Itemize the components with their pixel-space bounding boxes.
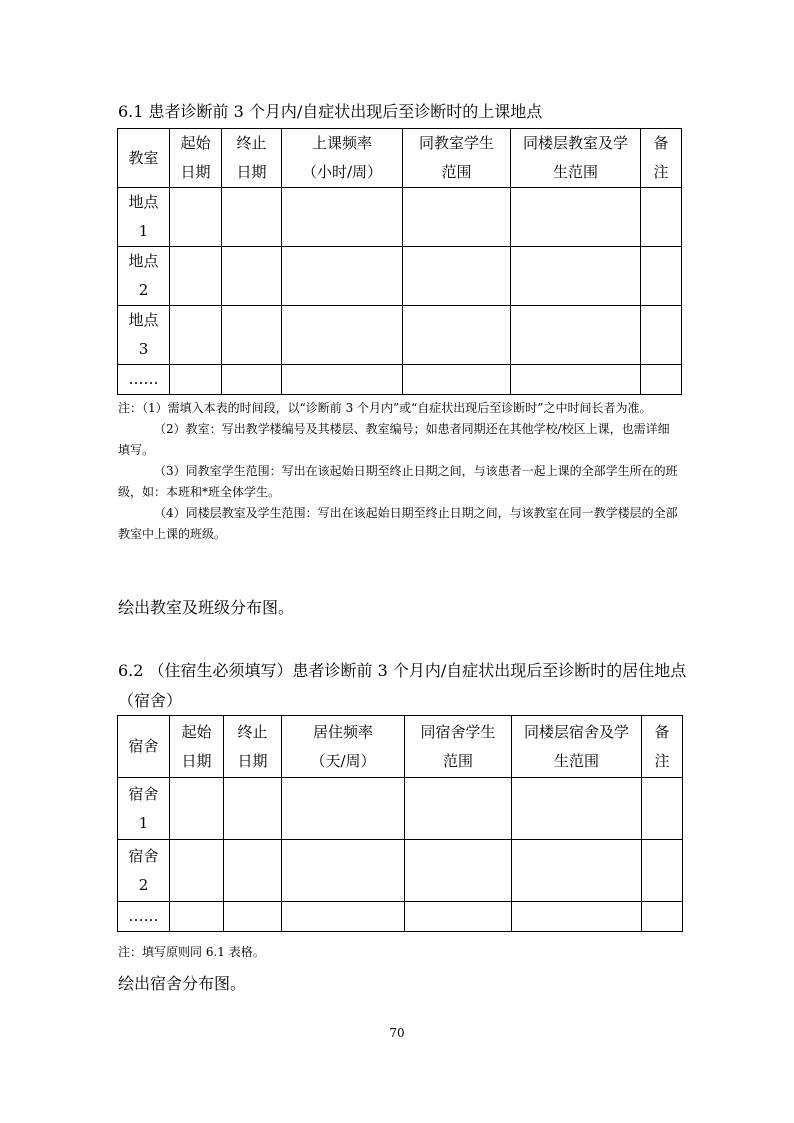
blank-cell[interactable] (282, 902, 405, 932)
table-row (118, 778, 683, 840)
blank-cell[interactable] (511, 247, 641, 306)
blank-cell[interactable] (282, 840, 405, 902)
blank-cell[interactable] (224, 902, 282, 932)
blank-cell[interactable] (641, 365, 682, 395)
dormitory-table (117, 715, 683, 932)
row-label: 宿舍 1 (118, 778, 170, 840)
table-header-cell: 居住频率 （天/周） (282, 716, 405, 778)
blank-cell[interactable] (170, 778, 224, 840)
section-6-2-title-line1: 6.2 （住宿生必须填写）患者诊断前 3 个月内/自症状出现后至诊断时的居住地点 (118, 661, 687, 680)
blank-cell[interactable] (170, 365, 222, 395)
table-row (118, 306, 682, 365)
row-label: …… (118, 902, 170, 932)
blank-cell[interactable] (170, 840, 224, 902)
table-row (118, 840, 683, 902)
blank-cell[interactable] (641, 247, 682, 306)
blank-cell[interactable] (222, 247, 282, 306)
row-label: 宿舍 2 (118, 840, 170, 902)
page-number: 70 (389, 1026, 405, 1040)
blank-cell[interactable] (405, 902, 512, 932)
note-4: （4）同楼层教室及学生范围：写出在该起始日期至终止日期之间，与该教室在同一教学楼层的全部教室中上课的班级。 (118, 506, 678, 541)
blank-cell[interactable] (170, 188, 222, 247)
blank-cell[interactable] (403, 365, 511, 395)
dormitory-drawing-instruction: 绘出宿舍分布图。 (118, 974, 247, 993)
blank-cell[interactable] (282, 778, 405, 840)
blank-cell[interactable] (405, 778, 512, 840)
blank-cell[interactable] (224, 778, 282, 840)
blank-cell[interactable] (511, 306, 641, 365)
table-header-cell: 备 注 (641, 129, 682, 188)
note-2: （2）教室：写出教学楼编号及其楼层、教室编号；如患者同期还在其他学校/校区上课，也需详细填写。 (118, 422, 670, 457)
table-row (118, 188, 682, 247)
blank-cell[interactable] (222, 306, 282, 365)
blank-cell[interactable] (642, 778, 683, 840)
blank-cell[interactable] (512, 902, 642, 932)
blank-cell[interactable] (512, 778, 642, 840)
blank-cell[interactable] (403, 247, 511, 306)
row-label: …… (118, 365, 170, 395)
row-label: 地点 3 (118, 306, 170, 365)
table-header-cell: 同楼层教室及学 生范围 (511, 129, 641, 188)
blank-cell[interactable] (170, 247, 222, 306)
table-header-cell: 终止 日期 (224, 716, 282, 778)
table-row (118, 247, 682, 306)
blank-cell[interactable] (511, 188, 641, 247)
table-header-cell: 备 注 (642, 716, 683, 778)
table-header-cell: 同楼层宿舍及学 生范围 (512, 716, 642, 778)
blank-cell[interactable] (222, 188, 282, 247)
section-6-2-title-line2: （宿舍） (118, 691, 183, 710)
blank-cell[interactable] (222, 365, 282, 395)
table-header-cell: 起始 日期 (170, 129, 222, 188)
row-label: 地点 1 (118, 188, 170, 247)
blank-cell[interactable] (641, 188, 682, 247)
blank-cell[interactable] (170, 306, 222, 365)
blank-cell[interactable] (282, 365, 403, 395)
section-6-1-notes (118, 398, 678, 545)
note-1: 注：（1）需填入本表的时间段，以“诊断前 3 个月内”或“自症状出现后至诊断时”之中时间长者为准。 (118, 401, 652, 415)
blank-cell[interactable] (642, 840, 683, 902)
blank-cell[interactable] (405, 840, 512, 902)
blank-cell[interactable] (641, 306, 682, 365)
blank-cell[interactable] (642, 902, 683, 932)
blank-cell[interactable] (403, 306, 511, 365)
blank-cell[interactable] (282, 247, 403, 306)
section-6-2-note: 注：填写原则同 6.1 表格。 (118, 945, 265, 959)
table-header-cell: 起始 日期 (170, 716, 224, 778)
table-header-cell: 宿舍 (118, 716, 170, 778)
note-3: （3）同教室学生范围：写出在该起始日期至终止日期之间，与该患者一起上课的全部学生所在的班级，如：本班和*班全体学生。 (118, 464, 678, 499)
table-header-cell: 同教室学生 范围 (403, 129, 511, 188)
classroom-table (117, 128, 682, 395)
table-header-cell: 同宿舍学生 范围 (405, 716, 512, 778)
section-6-1-title: 6.1 患者诊断前 3 个月内/自症状出现后至诊断时的上课地点 (118, 102, 543, 121)
blank-cell[interactable] (511, 365, 641, 395)
blank-cell[interactable] (170, 902, 224, 932)
table-row (118, 365, 682, 395)
row-label: 地点 2 (118, 247, 170, 306)
table-header-cell: 终止 日期 (222, 129, 282, 188)
blank-cell[interactable] (512, 840, 642, 902)
table-header-cell: 上课频率 （小时/周） (282, 129, 403, 188)
blank-cell[interactable] (282, 188, 403, 247)
blank-cell[interactable] (224, 840, 282, 902)
table-row (118, 902, 683, 932)
blank-cell[interactable] (403, 188, 511, 247)
blank-cell[interactable] (282, 306, 403, 365)
classroom-drawing-instruction: 绘出教室及班级分布图。 (118, 598, 295, 617)
table-header-cell: 教室 (118, 129, 170, 188)
